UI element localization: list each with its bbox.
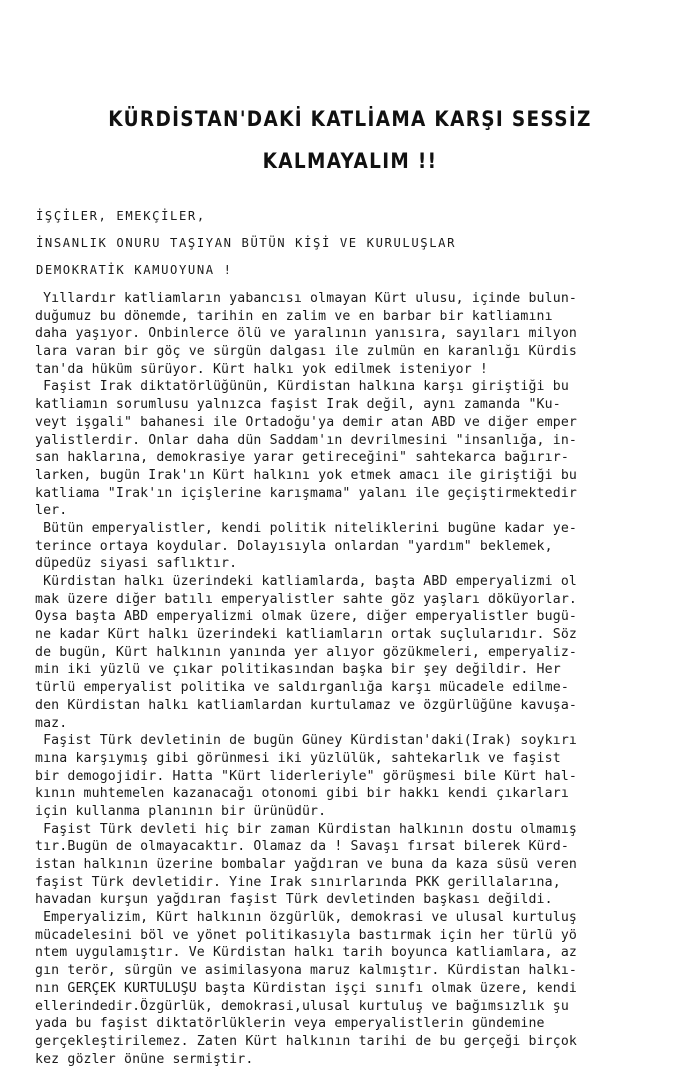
body-line: san haklarına, demokrasiye yarar getireceğini" sahtekarca bağırır- [35, 450, 569, 466]
body-line: mına karşıymış gibi görünmesi iki yüzlülük, sahtekarlık ve faşist [35, 750, 561, 766]
body-line: kının muhtemelen kazanacağı otonomi gibi bir hakkı kendi çıkarları [35, 786, 569, 802]
body-line: ellerindedir.Özgürlük, demokrasi,ulusal kurtuluş ve bağımsızlık şu [35, 998, 569, 1014]
body-line: duğumuz bu dönemde, tarihin en zalim ve en barbar bir katliamını [35, 308, 553, 324]
body-line: Oysa başta ABD emperyalizmi olmak üzere, diğer emperyalistler bugü- [35, 609, 577, 625]
body-line: de bugün, Kürt halkının yanında yer alıyor gözükmeleri, emperyaliz- [35, 644, 577, 660]
body-line: larken, bugün Irak'ın Kürt halkını yok etmek amacı ile giriştiği bu [35, 467, 577, 483]
body-line: Faşist Türk devleti hiç bir zaman Kürdistan halkının dostu olmamış [35, 821, 577, 837]
body-line: için kullanma planının bir ürünüdür. [35, 803, 327, 819]
address-line-1: İŞÇİLER, EMEKÇİLER, [36, 209, 206, 223]
address-line-3: DEMOKRATİK KAMUOYUNA ! [36, 263, 233, 277]
body-line: ler. [35, 503, 68, 519]
body-line: mak üzere diğer batılı emperyalistler sahte göz yaşları döküyorlar. [35, 591, 577, 607]
body-line: tır.Bugün de olmayacaktır. Olamaz da ! Savaşı fırsat bilerek Kürd- [35, 839, 569, 855]
body-line: daha yaşıyor. Onbinlerce ölü ve yaralının yanısıra, sayıları milyon [35, 326, 577, 342]
body-line: kez gözler önüne sermiştir. [35, 1051, 254, 1067]
body-line: terince ortaya koydular. Dolayısıyla onlardan "yardım" beklemek, [35, 538, 553, 554]
body-line: mücadelesini böl ve yönet politikasıyla bastırmak için her türlü yö [35, 927, 577, 943]
document-title-line-2: KALMAYALIM !! [262, 149, 438, 173]
body-line: türlü emperyalist politika ve saldırganlığa karşı mücadele edilme- [35, 680, 569, 696]
body-line: Bütün emperyalistler, kendi politik niteliklerini bugüne kadar ye- [35, 520, 577, 536]
body-line: Kürdistan halkı üzerindeki katliamlarda, başta ABD emperyalizmi ol [35, 574, 577, 589]
body-line: Emperyalizim, Kürt halkının özgürlük, demokrasi ve ulusal kurtuluş [35, 910, 577, 926]
body-line: katliama "Irak'ın içişlerine karışmama" yalanı ile geçiştirmektedir [35, 485, 577, 501]
body-line: gerçekleştirilemez. Zaten Kürt halkının tarihi de bu gerçeği birçok [35, 1033, 577, 1049]
body-line: lara varan bir göç ve sürgün dalgası ile zulmün en karanlığı Kürdis [35, 344, 577, 360]
body-line: faşist Türk devletidir. Yine Irak sınırlarında PKK gerillalarına, [35, 874, 561, 890]
body-line: ne kadar Kürt halkı üzerindeki katliamların ortak suçlularıdır. Söz [35, 627, 577, 643]
body-line: nın GERÇEK KURTULUŞU başta Kürdistan işçi sınıfı olmak üzere, kendi [35, 980, 577, 996]
body-text [35, 290, 675, 1068]
body-line: min iki yüzlü ve çıkar politikasından başka bir şey değildir. Her [35, 662, 561, 678]
body-line: ntem uygulamıştır. Ve Kürdistan halkı tarih boyunca katliamlara, az [35, 945, 577, 961]
address-line-2: İNSANLIK ONURU TAŞIYAN BÜTÜN KİŞİ VE KURULUŞLAR [36, 236, 457, 250]
body-line: düpedüz siyasi saflıktır. [35, 556, 238, 572]
body-line: yada bu faşist diktatörlüklerin veya emperyalistlerin gündemine [35, 1016, 545, 1032]
body-line: yalistlerdir. Onlar daha dün Saddam'ın devrilmesini "insanlığa, in- [35, 432, 577, 448]
body-line: havadan kurşun yağdıran faşist Türk devletinden başkası değildi. [35, 892, 553, 908]
document-title-line-1: KÜRDİSTAN'DAKİ KATLİAMA KARŞI SESSİZ [108, 107, 592, 131]
body-line: katliamın sorumlusu yalnızca faşist Irak değil, aynı zamanda "Ku- [35, 397, 561, 413]
body-line: istan halkının üzerine bombalar yağdıran ve buna da kaza süsü veren [35, 857, 577, 872]
body-line: veyt işgali" bahanesi ile Ortadoğu'ya demir atan ABD ve diğer emper [35, 414, 577, 430]
body-line: tan'da hüküm sürüyor. Kürt halkı yok edilmek isteniyor ! [35, 361, 489, 377]
body-line: Yıllardır katliamların yabancısı olmayan Kürt ulusu, içinde bulun- [35, 291, 577, 306]
body-line: Faşist Irak diktatörlüğünün, Kürdistan halkına karşı giriştiği bu [35, 379, 569, 395]
body-line: Faşist Türk devletinin de bugün Güney Kürdistan'daki(Irak) soykırı [35, 733, 577, 749]
body-line: bir demogojidir. Hatta "Kürt liderleriyle" görüşmesi bile Kürt hal- [35, 768, 577, 784]
body-line: maz. [35, 715, 68, 731]
body-line: gın terör, sürgün ve asimilasyona maruz kalmıştır. Kürdistan halkı- [35, 963, 577, 979]
body-line: den Kürdistan halkı katliamlardan kurtulamaz ve özgürlüğüne kavuşa- [35, 697, 577, 713]
